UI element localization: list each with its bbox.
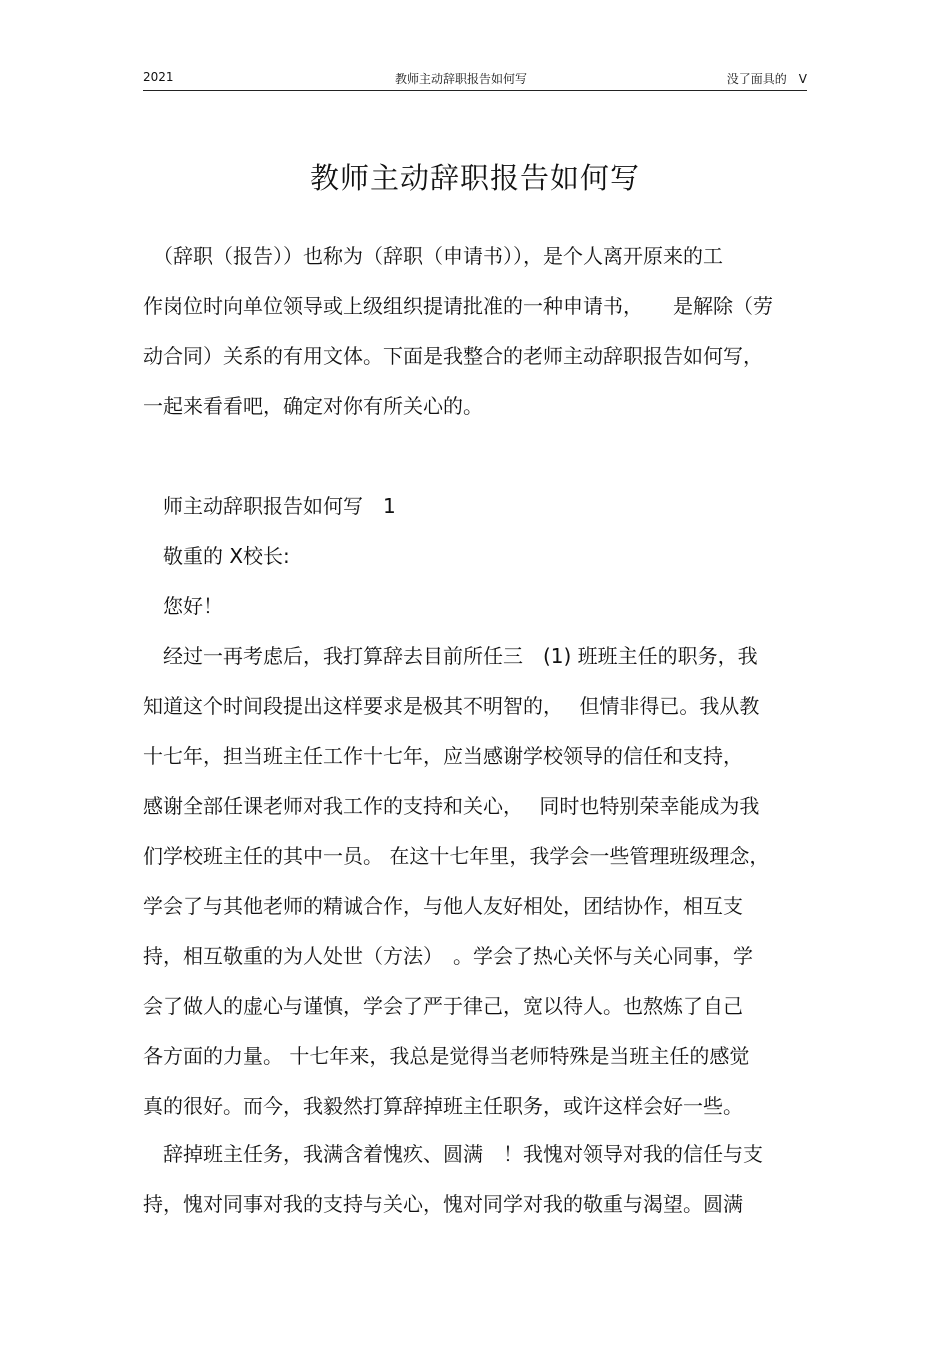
- body-line: 各方面的力量。 十七年来，我总是觉得当老师特殊是当班主任的感觉: [143, 1044, 750, 1068]
- body-line: 辞掉班主任务，我满含着愧疚、圆满 ！我愧对领导对我的信任与支: [143, 1142, 763, 1166]
- body-line: 真的很好。而今，我毅然打算辞掉班主任职务，或许这样会好一些。: [143, 1094, 743, 1118]
- intro-line: 一起来看看吧，确定对你有所关心的。: [143, 394, 483, 418]
- body-line: 学会了与其他老师的精诚合作，与他人友好相处，团结协作，相互支: [143, 894, 743, 918]
- document-title: 教师主动辞职报告如何写: [309, 161, 640, 195]
- salutation: 敬重的 X校长:: [143, 544, 290, 568]
- section-heading: 师主动辞职报告如何写 1: [143, 494, 396, 518]
- body-line: 经过一再考虑后，我打算辞去目前所任三 (1) 班班主任的职务，我: [143, 644, 758, 668]
- header-year: 2021: [143, 70, 174, 84]
- page-header: [143, 68, 807, 91]
- greeting: 您好！: [143, 594, 223, 618]
- body-line: 十七年，担当班主任工作十七年，应当感谢学校领导的信任和支持，: [143, 744, 743, 768]
- body-line: 会了做人的虚心与谨慎，学会了严于律己，宽以待人。也熬炼了自己: [143, 994, 743, 1018]
- intro-line: 作岗位时向单位领导或上级组织提请批准的一种申请书， 是解除（劳: [143, 294, 773, 318]
- body-line: 感谢全部任课老师对我工作的支持和关心， 同时也特别荣幸能成为我: [143, 794, 760, 818]
- body-line: 持，相互敬重的为人处世（方法） 。学会了热心关怀与关心同事，学: [143, 944, 753, 968]
- intro-line: （辞职（报告））也称为（辞职（申请书）），是个人离开原来的工: [143, 244, 723, 268]
- header-author: 没了面具的 V: [726, 72, 807, 86]
- body-line: 们学校班主任的其中一员。 在这十七年里，我学会一些管理班级理念，: [143, 844, 770, 868]
- body-line: 知道这个时间段提出这样要求是极其不明智的， 但情非得已。我从教: [143, 694, 760, 718]
- header-doc-title: 教师主动辞职报告如何写: [395, 72, 528, 86]
- body-line: 持，愧对同事对我的支持与关心，愧对同学对我的敬重与渴望。圆满: [143, 1192, 743, 1216]
- intro-line: 动合同）关系的有用文体。下面是我整合的老师主动辞职报告如何写，: [143, 344, 763, 368]
